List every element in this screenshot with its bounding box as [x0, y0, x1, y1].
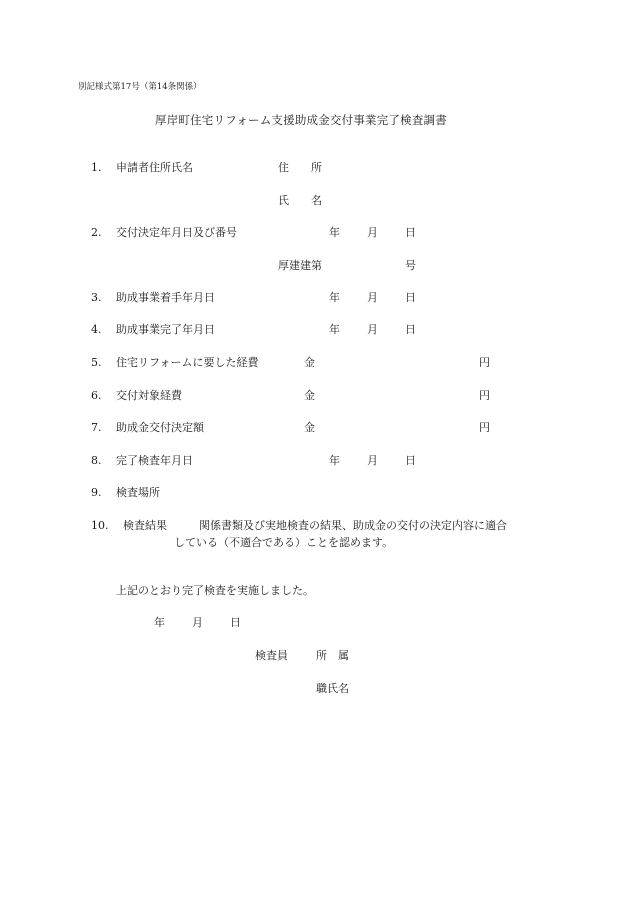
kin-label: 金: [304, 389, 315, 402]
day-label: 日: [405, 291, 416, 304]
address-label: 住 所: [278, 161, 322, 174]
item-number: 4.: [91, 323, 102, 336]
item-number: 9.: [91, 486, 102, 499]
number-suffix: 号: [405, 259, 416, 272]
item-label-decision-date: 交付決定年月日及び番号: [116, 226, 237, 239]
form-reference: 別記様式第17号（第14条関係）: [78, 82, 202, 92]
month-label: 月: [367, 226, 378, 239]
item-label-applicant: 申請者住所氏名: [116, 161, 193, 174]
item-number: 6.: [91, 389, 102, 402]
result-text-line1: 関係書類及び実地検査の結果、助成金の交付の決定内容に適合: [199, 519, 507, 532]
month-label: 月: [367, 291, 378, 304]
year-label: 年: [329, 291, 340, 304]
day-label: 日: [405, 454, 416, 467]
day-label: 日: [405, 226, 416, 239]
year-label: 年: [154, 616, 165, 629]
item-label-inspection-date: 完了検査年月日: [116, 454, 193, 467]
item-label-reform-cost: 住宅リフォームに要した経費: [116, 356, 259, 369]
day-label: 日: [405, 323, 416, 336]
month-label: 月: [367, 454, 378, 467]
yen-label: 円: [479, 356, 490, 369]
page-title: 厚岸町住宅リフォーム支援助成金交付事業完了検査調書: [155, 113, 447, 127]
item-number: 8.: [91, 454, 102, 467]
item-number: 10.: [91, 519, 109, 532]
name-label: 氏 名: [278, 194, 322, 207]
item-number: 3.: [91, 291, 102, 304]
item-label-inspection-result: 検査結果: [123, 519, 167, 532]
day-label: 日: [230, 616, 241, 629]
closing-statement: 上記のとおり完了検査を実施しました。: [116, 584, 314, 597]
inspector-label: 検査員: [255, 649, 288, 662]
yen-label: 円: [479, 421, 490, 434]
kin-label: 金: [304, 356, 315, 369]
item-number: 1.: [91, 161, 102, 174]
item-number: 2.: [91, 226, 102, 239]
item-label-inspection-place: 検査場所: [116, 486, 160, 499]
year-label: 年: [329, 323, 340, 336]
item-number: 7.: [91, 421, 102, 434]
result-text-line2: している（不適合である）ことを認めます。: [174, 536, 394, 549]
year-label: 年: [329, 454, 340, 467]
item-label-eligible-cost: 交付対象経費: [116, 389, 182, 402]
number-prefix: 厚建建第: [278, 259, 322, 272]
month-label: 月: [367, 323, 378, 336]
item-label-start-date: 助成事業着手年月日: [116, 291, 215, 304]
position-name-label: 職氏名: [316, 682, 349, 695]
yen-label: 円: [479, 389, 490, 402]
kin-label: 金: [304, 421, 315, 434]
item-label-grant-amount: 助成金交付決定額: [116, 421, 204, 434]
item-label-completion-date: 助成事業完了年月日: [116, 323, 215, 336]
year-label: 年: [329, 226, 340, 239]
month-label: 月: [192, 616, 203, 629]
affiliation-label: 所 属: [316, 649, 349, 662]
item-number: 5.: [91, 356, 102, 369]
